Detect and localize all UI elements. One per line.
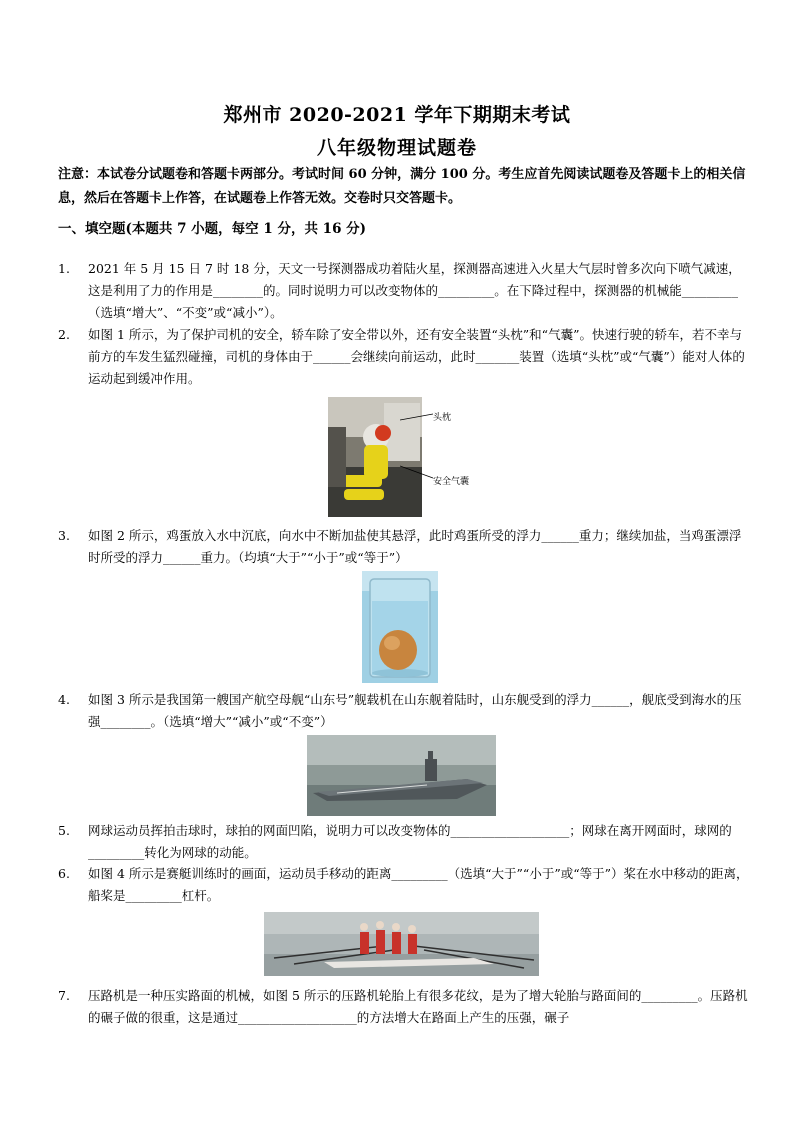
exam-subtitle: 八年级物理试题卷	[316, 137, 477, 159]
section-heading-fill-in: 一、填空题(本题共 7 小题，每空 1 分，共 16 分)	[58, 221, 367, 237]
question-number: 1.	[58, 261, 70, 276]
question-text: 压路机是一种压实路面的机械，如图 5 所示的压路机轮胎上有很多花纹，是为了增大轮胎与路面间的_________。压路机的碾子做的很重，这是通过___________________的方法增大在路面上产生的压强，碾子	[88, 988, 748, 1025]
question-7	[58, 985, 750, 1029]
figure-3-aircraft-carrier-image	[307, 735, 496, 816]
question-text: 网球运动员挥拍击球时，球拍的网面凹陷，说明力可以改变物体的___________________；网球在离开网面时，球网的_________转化为网球的动能。	[88, 823, 732, 860]
question-text: 如图 2 所示，鸡蛋放入水中沉底，向水中不断加盐使其悬浮，此时鸡蛋所受的浮力______重力；继续加盐，当鸡蛋漂浮时所受的浮力______重力。（均填“大于”“小于”或“等于”）	[88, 528, 742, 565]
question-text: 2021 年 5 月 15 日 7 时 18 分，天文一号探测器成功着陆火星，探测器高速进入火星大气层时曾多次向下喷气减速，这是利用了力的作用是________的。同时说明力可以改变物体的_________。在下降过程中，探测器的机械能_________（选填“增大”、“不变”或“减小”）。	[88, 261, 741, 320]
question-number: 7.	[58, 988, 70, 1003]
question-5	[58, 820, 750, 864]
figure-1-label-headrest: 头枕	[433, 413, 452, 423]
question-6	[58, 863, 750, 907]
figure-2-egg-in-water-image	[362, 571, 438, 683]
question-3	[58, 525, 750, 569]
question-4	[58, 689, 750, 733]
question-text: 如图 4 所示是赛艇训练时的画面，运动员手移动的距离_________（选填“大于”“小于”或“等于”）桨在水中移动的距离，船桨是_________杠杆。	[88, 866, 749, 903]
question-number: 6.	[58, 866, 70, 881]
figure-1-leader-lines	[400, 408, 436, 483]
question-number: 2.	[58, 327, 70, 342]
question-number: 5.	[58, 823, 70, 838]
question-text: 如图 1 所示，为了保护司机的安全，轿车除了安全带以外，还有安全装置“头枕”和“气囊”。快速行驶的轿车，若不幸与前方的车发生猛烈碰撞，司机的身体由于______会继续向前运动，此时_______装置（选填“头枕”或“气囊”）能对人体的运动起到缓冲作用。	[88, 327, 745, 386]
exam-notice: 注意：本试卷分试题卷和答题卡两部分。考试时间 60 分钟，满分 100 分。考生应首先阅读试题卷及答题卡上的相关信息，然后在答题卡上作答，在试题卷上作答无效。交卷时只交答题卡。	[58, 167, 746, 206]
figure-4-rowing-image	[264, 912, 539, 976]
question-2	[58, 324, 750, 390]
question-1	[58, 258, 750, 324]
question-number: 4.	[58, 692, 70, 707]
question-text: 如图 3 所示是我国第一艘国产航空母舰“山东号”舰载机在山东舰着陆时，山东舰受到的浮力______，舰底受到海水的压强________。（选填“增大”“减小”或“不变”）	[88, 692, 742, 729]
exam-title: 郑州市 2020-2021 学年下期期末考试	[223, 104, 571, 126]
figure-1-label-airbag: 安全气囊	[433, 477, 470, 487]
question-number: 3.	[58, 528, 70, 543]
